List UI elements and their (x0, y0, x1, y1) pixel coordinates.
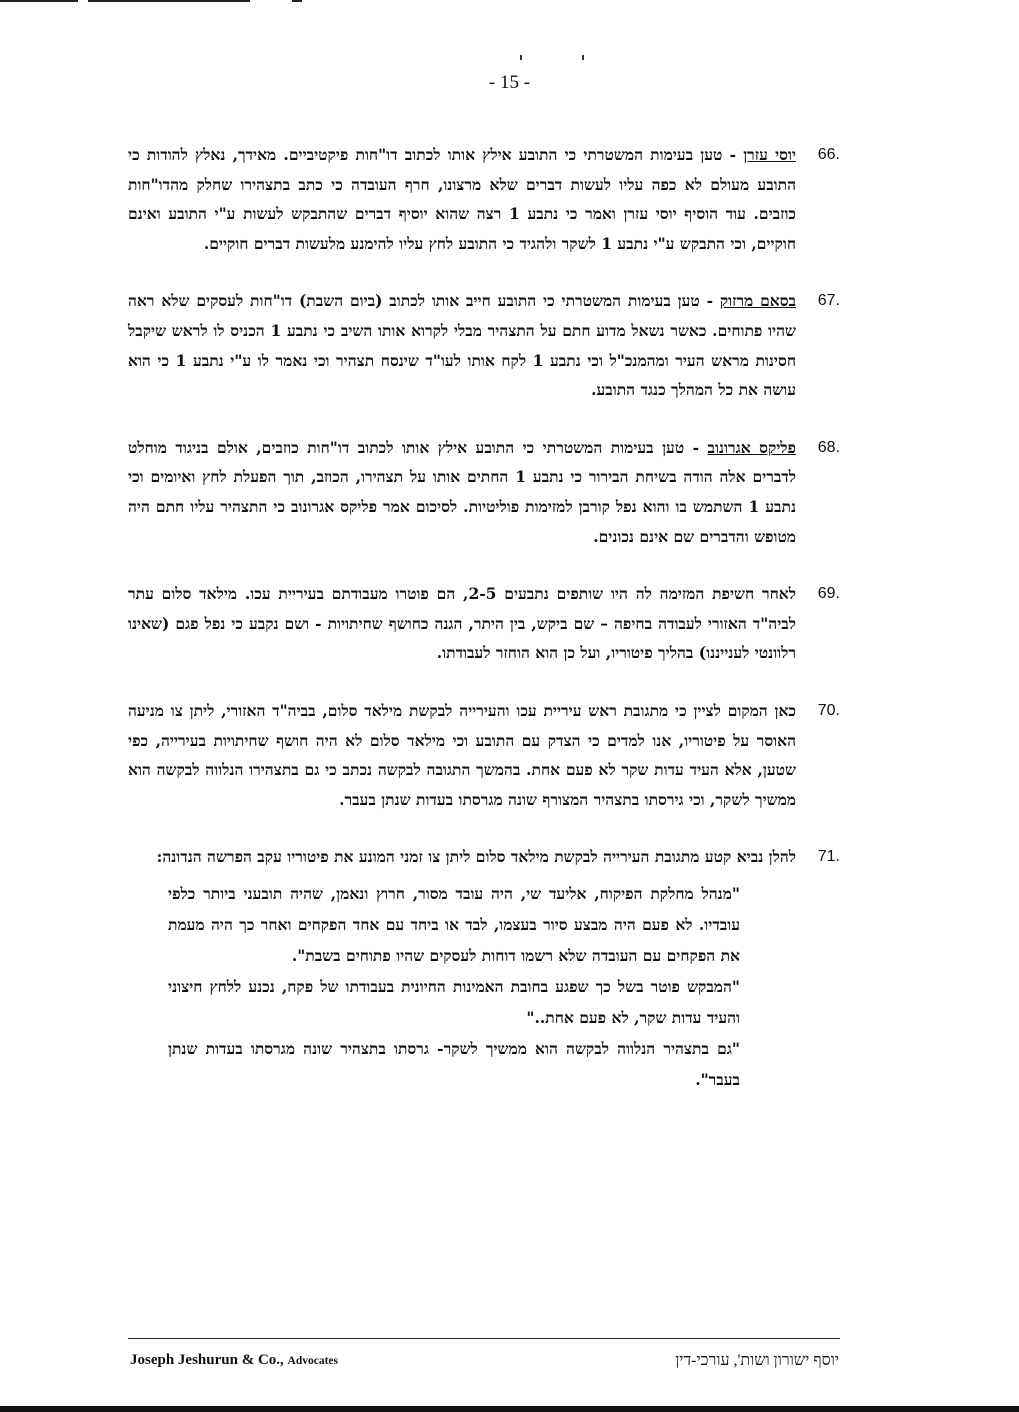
paragraph-69 (128, 579, 840, 668)
quote-paragraph: "גם בתצהיר הנלווה לבקשה הוא ממשיך לשקר- גרסתו בתצהיר שונה מגרסתו בעדות שנתן בעבר". (168, 1038, 740, 1089)
paragraph-71 (128, 842, 840, 872)
paragraph-number: 66. (817, 146, 840, 163)
paragraph-68 (128, 433, 840, 551)
paragraph-66 (128, 140, 840, 258)
document-body (128, 140, 840, 1095)
scan-edge-line (88, 0, 250, 2)
paragraph-text: - טען בעימות המשטרתי כי התובע אילץ אותו לכתוב דו"חות פיקטיביים. מאידך, נאלץ להודות כי התובע מעולם לא כפה עליו לעשות דברים שלא מרצונו, חרף העובדה כי כתב בתצהירו שחלק מהדו"חות כוזבים. עוד הוסיף יוסי עזרן ואמר כי נתבע 1 רצה שהוא יוסיף דברים שהתבקש לעשות ע"י התובע ואינם חוקיים, וכי התבקש ע"י נתבע 1 לשקר ולהגיד כי התובע לחץ עליו להימנע מלעשות דברים חוקיים. (128, 145, 796, 253)
quote-paragraph: "המבקש פוטר בשל כך שפגע בחובת האמינות החיונית בעבודתו של פקח, נכנע ללחץ חיצוני והעיד עדות שקר, לא פעם אחת.." (168, 976, 740, 1027)
page-number: - 15 - (488, 72, 531, 93)
witness-name: פליקס אגרונוב (707, 437, 796, 457)
scan-speck (582, 55, 584, 60)
footer-firm-name-english (130, 1352, 338, 1369)
paragraph-text: להלן נביא קטע מתגובת העירייה לבקשת מילאד סלום ליתן צו זמני המונע את פיטוריו עקב הפרשה הנדונה: (156, 847, 796, 867)
scan-edge-line (292, 0, 302, 2)
quote-paragraph: "מנהל מחלקת הפיקוח, אליעד שי, היה עובד מסור, חרוץ ונאמן, שהיה תובעני ביותר כלפי עובדיו. לא פעם היה מבצע סיור בעצמו, לבד או ביחד עם אחד הפקחים ואחר כך היה מעמת את הפקחים עם העובדה שלא רשמו דוחות לעסקים שהיו פתוחים בשבת". (168, 883, 740, 965)
paragraph-text: כאן המקום לציין כי מתגובת ראש עיריית עכו והעירייה לבקשת מילאד סלום, בביה"ד האזורי, ליתן צו מניעה האוסר על פיטוריו, אנו למדים כי הצדק עם התובע וכי מילאד סלום לא היה חושף שחיתויות בעירייה, כפי שטען, אלא העיד עדות שקר לא פעם אחת. בהמשך התגובה לבקשה נכתב כי גם בתצהירו הנלווה לבקשה הוא ממשיך לשקר, וכי גירסתו בתצהיר המצורף שונה מגרסתו בעדות שנתן בעבר. (128, 700, 796, 809)
paragraph-number: 69. (817, 585, 840, 603)
witness-name: בסאם מרזוק (719, 291, 796, 311)
firm-name: Joseph Jeshurun & Co., (130, 1352, 284, 1368)
paragraph-70 (128, 696, 840, 814)
block-quote (168, 878, 740, 1095)
paragraph-text: - טען בעימות המשטרתי כי התובע חייב אותו לכתוב (ביום השבת) דו"חות לעסקים שלא ראה שהיו פתוחים. כאשר נשאל מדוע חתם על התצהיר מבלי לקרוא אותו השיב כי נתבע 1 הכניס לו לראש שיקבל חסינות מראש העיר ומהמנכ"ל וכי נתבע 1 לקח אותו לעו"ד שינסח תצהיר וכי נאמר לו ע"י נתבע 1 כי הוא עושה את כל המהלך כנגד התובע. (128, 291, 797, 400)
footer-divider (128, 1338, 840, 1339)
footer-firm-name-hebrew: יוסף ישורון ושות', עורכי-דין (675, 1352, 839, 1369)
scan-bottom-edge (0, 1406, 1019, 1412)
scan-edge-line (0, 0, 78, 2)
paragraph-text: - טען בעימות המשטרתי כי התובע אילץ אותו לכתוב דו"חות כוזבים, אולם בניגוד מוחלט לדברים אלה הודה בשיחת הבירור כי נתבע 1 החתים אותו על תצהירו, הכוזב, תוך הפעלת לחץ ואיומים וכי נתבע 1 השתמש בו והוא נפל קורבן למזימות פוליטיות. לסיכום אמר פליקס אגרונוב כי התצהיר עליו חתם היה מטופש והדברים שם אינם נכונים. (128, 437, 797, 546)
firm-suffix: Advocates (287, 1355, 338, 1367)
paragraph-number: 71. (817, 848, 840, 866)
paragraph-text: לאחר חשיפת המזימה לה היו שותפים נתבעים 2-5, הם פוטרו מעבודתם בעיריית עכו. מילאד סלום עתר לביה"ד האזורי לעבודה בחיפה – שם ביקש, בין היתר, הגנה כחושף שחיתויות - ושם נקבע כי נפל פגם (שאינו רלוונטי לענייננו) בהליך פיטוריו, ועל כן הוא הוחזר לעבודתו. (128, 584, 796, 663)
scan-speck (520, 55, 522, 60)
paragraph-number: 67. (817, 292, 840, 310)
paragraph-number: 68. (817, 438, 840, 456)
witness-name: יוסי עזרן (743, 145, 796, 164)
paragraph-67 (128, 286, 840, 404)
paragraph-number: 70. (817, 701, 840, 719)
